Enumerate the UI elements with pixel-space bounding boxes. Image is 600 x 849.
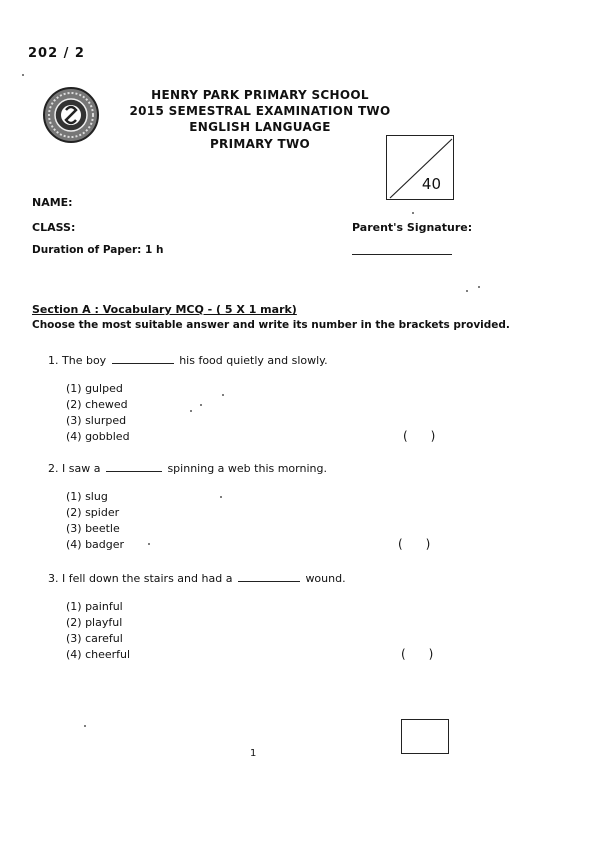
marks-box[interactable] xyxy=(401,719,449,754)
answer-brackets[interactable]: ( ) xyxy=(398,537,431,551)
option: (2) spider xyxy=(66,506,120,519)
scan-speck xyxy=(466,290,468,292)
signature-line[interactable] xyxy=(352,254,452,255)
answer-blank[interactable] xyxy=(112,352,174,364)
scan-speck xyxy=(222,394,224,396)
question-1 xyxy=(48,352,328,367)
scan-speck xyxy=(220,496,222,498)
scan-speck xyxy=(84,725,86,727)
question-3 xyxy=(48,570,346,585)
level-title: PRIMARY TWO xyxy=(209,137,311,151)
scan-speck xyxy=(190,410,192,412)
school-name: HENRY PARK PRIMARY SCHOOL xyxy=(151,88,369,102)
question-number: 1. xyxy=(48,354,59,367)
section-title: Section A : Vocabulary MCQ - ( 5 X 1 mark) xyxy=(32,303,297,316)
page-number: 1 xyxy=(250,748,257,759)
school-crest-icon xyxy=(42,86,100,144)
subject-title: ENGLISH LANGUAGE xyxy=(189,120,331,134)
option: (4) cheerful xyxy=(66,648,131,661)
question-text-before: The boy xyxy=(62,354,107,367)
option: (3) careful xyxy=(66,632,123,645)
answer-blank[interactable] xyxy=(106,460,162,472)
scan-speck xyxy=(200,404,202,406)
class-label: CLASS: xyxy=(32,221,76,234)
question-number: 2. xyxy=(48,462,59,475)
section-instruction: Choose the most suitable answer and write its number in the brackets provided. xyxy=(32,319,510,331)
question-text-after: his food quietly and slowly. xyxy=(179,354,328,367)
exam-title: 2015 SEMESTRAL EXAMINATION TWO xyxy=(129,104,391,118)
option: (4) gobbled xyxy=(66,430,130,443)
question-number: 3. xyxy=(48,572,59,585)
option: (1) painful xyxy=(66,600,123,613)
question-text-before: I saw a xyxy=(62,462,101,475)
question-text-after: spinning a web this morning. xyxy=(167,462,327,475)
option: (1) slug xyxy=(66,490,108,503)
scan-speck xyxy=(412,212,414,214)
question-text-before: I fell down the stairs and had a xyxy=(62,572,233,585)
option: (3) beetle xyxy=(66,522,120,535)
option: (2) playful xyxy=(66,616,123,629)
answer-brackets[interactable]: ( ) xyxy=(403,429,436,443)
option: (4) badger xyxy=(66,538,125,551)
name-label: NAME: xyxy=(32,196,73,209)
option: (2) chewed xyxy=(66,398,128,411)
answer-blank[interactable] xyxy=(238,570,300,582)
scan-speck xyxy=(478,286,480,288)
total-marks: 40 xyxy=(421,175,441,193)
question-text-after: wound. xyxy=(305,572,346,585)
parent-signature-label: Parent's Signature: xyxy=(352,221,473,234)
option: (1) gulped xyxy=(66,382,123,395)
answer-brackets[interactable]: ( ) xyxy=(401,647,434,661)
scan-speck xyxy=(148,543,150,545)
paper-reference: 202 / 2 xyxy=(28,46,85,61)
option: (3) slurped xyxy=(66,414,127,427)
scan-speck xyxy=(22,74,24,76)
duration-label: Duration of Paper: 1 h xyxy=(32,244,164,256)
score-box xyxy=(386,135,454,200)
question-2 xyxy=(48,460,327,475)
